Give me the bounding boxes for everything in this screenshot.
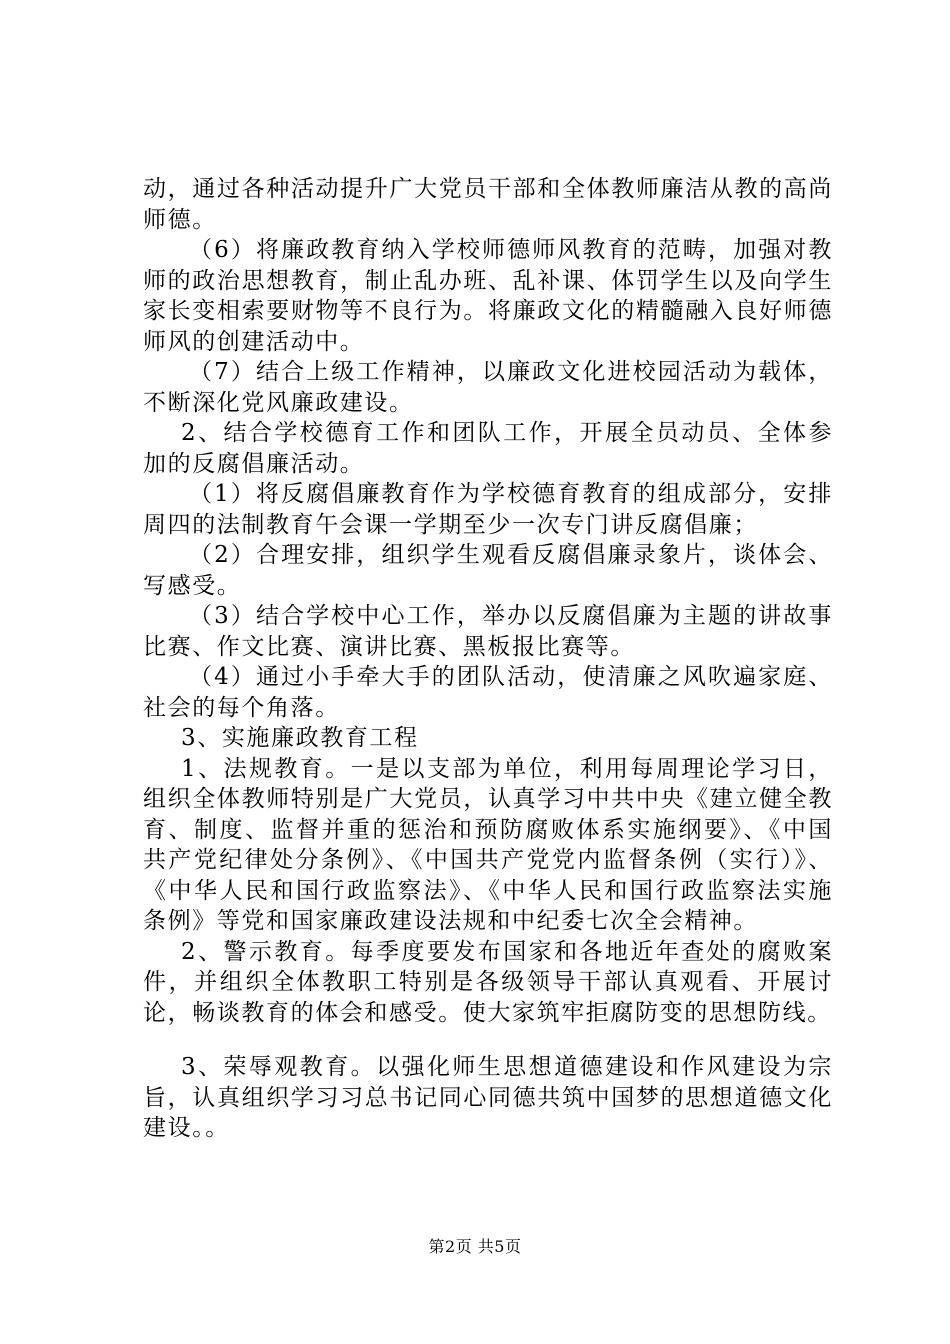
page-number: 第2页 共5页: [428, 1237, 522, 1256]
paragraph-6: （2）合理安排，组织学生观看反腐倡廉录象片，谈体会、写感受。: [143, 542, 833, 599]
paragraph-12: 3、荣辱观教育。以强化师生思想道德建设和作风建设为宗旨，认真组织学习习总书记同心同德共筑中国梦的思想道德文化建设。。: [143, 1054, 833, 1141]
paragraph-2: （6）将廉政教育纳入学校师德师风教育的范畴，加强对教师的政治思想教育，制止乱办班、乱补课、体罚学生以及向学生家长变相索要财物等不良行为。将廉政文化的精髓融入良好师德师风的创建活动中。: [143, 237, 833, 355]
paragraph-7: （3）结合学校中心工作，举办以反腐倡廉为主题的讲故事比赛、作文比赛、演讲比赛、黑板报比赛等。: [143, 603, 833, 660]
paragraph-10: 1、法规教育。一是以支部为单位，利用每周理论学习日，组织全体教师特别是广大党员，认真学习中共中央《建立健全教育、制度、监督并重的惩治和预防腐败体系实施纲要》、《中国共产党纪律处分条例》、《中国共产党党内监督条例（实行）》、《中华人民和国行政监察法》、《中华人民和国行政监察法实施条例》等党和国家廉政建设法规和中纪委七次全会精神。: [143, 755, 833, 934]
paragraph-8: （4）通过小手牵大手的团队活动，使清廉之风吹遍家庭、社会的每个角落。: [143, 664, 833, 721]
section-heading-3: 3、实施廉政教育工程: [181, 725, 419, 751]
paragraph-5: （1）将反腐倡廉教育作为学校德育教育的组成部分，安排周四的法制教育午会课一学期至少一次专门讲反腐倡廉；: [143, 481, 833, 538]
paragraph-3: （7）结合上级工作精神，以廉政文化进校园活动为载体，不断深化党风廉政建设。: [143, 359, 833, 416]
paragraph-4: 2、结合学校德育工作和团队工作，开展全员动员、全体参加的反腐倡廉活动。: [143, 420, 833, 477]
document-body: [143, 174, 833, 1144]
paragraph-1: 动，通过各种活动提升广大党员干部和全体教师廉洁从教的高尚师德。: [143, 176, 833, 233]
paragraph-11: 2、警示教育。每季度要发布国家和各地近年查处的腐败案件，并组织全体教职工特别是各级领导干部认真观看、开展讨论，畅谈教育的体会和感受。使大家筑牢拒腐防变的思想防线。: [143, 938, 833, 1026]
